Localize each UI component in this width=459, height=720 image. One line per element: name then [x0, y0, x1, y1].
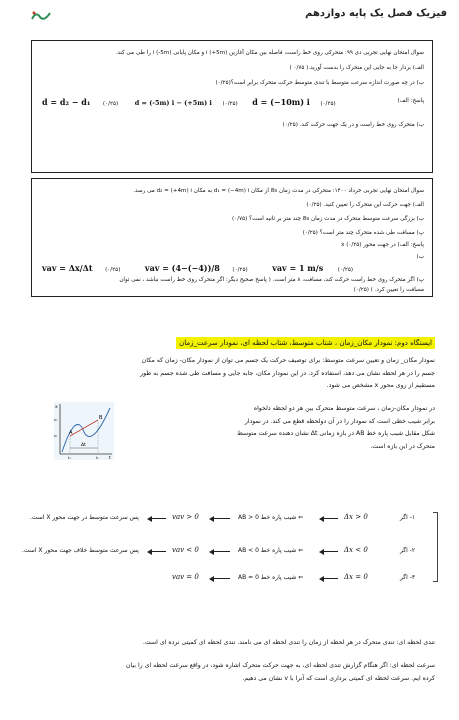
- slope-paragraph: [135, 403, 435, 453]
- graph-x2-label: x₂: [54, 418, 58, 422]
- case-1-arrow-2: [212, 518, 230, 519]
- case-1-result: پس سرعت متوسط در جهت محور X است.: [30, 514, 139, 521]
- intro-paragraph: [25, 355, 435, 393]
- box1-part-a: الف) بردار جا به جایی این متحرک را بدست آورید.( ۰/۷۵ ): [289, 65, 424, 71]
- case-2-num: ۲- اگر: [400, 547, 416, 554]
- case-2-arrow-3: [150, 551, 166, 552]
- graph-t1-label: t₁: [68, 456, 71, 460]
- case-2-slope: ⇐ شیب پاره خط AB < 0: [238, 547, 304, 554]
- question-box-2: [31, 178, 433, 297]
- instant-speed-line: تندی لحظه ای: تندی متحرک در هر لحظه از زمان را تندی لحظه ای می نامند. تندی لحظه ای کمیتی نرده ای است.: [142, 639, 435, 646]
- box1-answer-row: [42, 97, 424, 107]
- graph-t-label: t: [109, 456, 111, 460]
- slope-line-3: شکل مقابل شیب پاره خط AB در بازه زمانی Δt نشان دهنده سرعت متوسط: [237, 430, 435, 437]
- case-2-arrow-1: [322, 551, 338, 552]
- intro-line-3: مستقیم از روی محور x مشخص می شود.: [326, 382, 435, 389]
- box2-answer-a: پاسخ: الف) در جهت محور x (۰/۲۵): [341, 242, 424, 248]
- page-header: [0, 0, 459, 30]
- case-3-cond: Δx = 0: [344, 573, 368, 581]
- box1-pts-1: (۰/۲۵): [102, 101, 119, 107]
- slope-line-4: متحرک در این بازه است.: [370, 442, 435, 450]
- slope-line-2: برابر شیب خطی است که نمودار را در آن دولحظه قطع می کند. در نمودار: [244, 417, 435, 425]
- case-2-arrow-2: [212, 551, 230, 552]
- case-2-result: پس سرعت متوسط خلاف جهت محور X است.: [22, 547, 139, 554]
- case-2-vav: vav < 0: [172, 546, 199, 554]
- box1-eq-2: d = (-5m) i − (+5m) i: [134, 99, 212, 107]
- header-title: فیزیک فصل یک پایه دوازدهم: [305, 8, 447, 19]
- case-3-arrow-1: [322, 578, 338, 579]
- box2-eq-3: vav = 1 m/s: [272, 263, 324, 273]
- graph-x1-label: x₁: [54, 434, 58, 438]
- box1-pts-2: (۰/۲۵): [222, 101, 238, 107]
- box2-pts-2: (۰/۲۵): [232, 267, 248, 273]
- section-title: ایستگاه دوم: نمودار مکان_زمان ، شتاب متوسط، شتاب لحظه ای، نمودار سرعت_زمان: [176, 337, 435, 349]
- publisher-logo-icon: [30, 10, 52, 22]
- case-3-vav: vav = 0: [172, 573, 199, 581]
- case-1-slope: ⇐ شیب پاره خط AB > 0: [238, 514, 304, 521]
- graph-point-a: A: [69, 430, 73, 436]
- instant-velocity-line-1: سرعت لحظه ای: اگر هنگام گزارش تندی لحظه ای، به جهت حرکت متحرک اشاره شود، در واقع سرعت لحظه ای را بیان: [125, 662, 435, 669]
- box2-answer-row: [42, 263, 424, 273]
- case-3-slope: ⇐ شیب پاره خط AB = 0: [238, 574, 304, 581]
- box1-eq-3: d = (−10m) i: [252, 97, 310, 107]
- question-box-1: [31, 40, 433, 173]
- graph-t2-label: t₂: [96, 456, 99, 460]
- instant-velocity-line-2: کرده ایم. سرعت لحظه ای کمیتی برداری است که آنرا با v نشان می دهیم.: [242, 674, 435, 682]
- box2-part-c: پ) مسافت طی شده متحرک چند متر است؟ (۰/۲۵): [302, 230, 424, 236]
- box1-answer-b: ب) متحرک روی خط راست و در یک جهت حرکت کند. (۰/۲۵): [282, 122, 424, 128]
- intro-line-2: جسم را در هر لحظه نشان می دهد، استفاده کرد. در این نمودار مکان، جابه جایی و مسافت طی شده جسم به طور: [140, 369, 435, 377]
- box2-answer-c-2: مسافت را تعیین کرد. ) (۰/۲۵): [353, 287, 424, 293]
- box1-part-b: ب) در چه صورت اندازه سرعت متوسط با تندی متوسط حرکت متحرک برابر است؟(۰/۲۵): [215, 80, 424, 86]
- case-2-cond: Δx < 0: [344, 546, 368, 554]
- case-1-vav: vav > 0: [172, 513, 199, 521]
- box2-pts-3: (۰/۲۵): [337, 267, 354, 273]
- graph-delta-t: Δt: [81, 443, 86, 448]
- box1-eq-1: d = d₂ − d₁: [42, 97, 91, 107]
- box2-question: سوال امتحان نهایی تجربی خرداد ۱۴۰۰: متحرکی در مدت زمان 8s از مکان d₁ = (−4m) i به مکان d₂ = (+4m) i می رسد.: [133, 188, 424, 194]
- case-1-arrow-3: [150, 518, 166, 519]
- slope-line-1: در نمودار مکان-زمان ، سرعت متوسط متحرک بین هر دو لحظه دلخواه: [253, 405, 435, 412]
- box2-eq-2: vav = (4−(−4))/8: [144, 263, 220, 273]
- case-1-num: ۱- اگر: [400, 514, 416, 521]
- box1-pts-3: (۰/۲۵): [320, 101, 336, 107]
- box2-answer-b: ب): [416, 254, 424, 260]
- graph-point-b: B: [99, 415, 103, 421]
- case-1-cond: Δx > 0: [344, 513, 368, 521]
- box2-pts-1: (۰/۲۵): [105, 267, 121, 273]
- case-3-arrow-2: [212, 578, 230, 579]
- instant-speed-paragraph: [25, 637, 435, 650]
- box2-part-b: ب) بزرگی سرعت متوسط متحرک در مدت زمان 8s چند متر بر ثانیه است؟ (۰/۷۵): [232, 216, 424, 222]
- box2-answer-c-1: پ) اگر متحرک روی خط راست حرکت کند، مسافت، ۸ متر است. ( پاسخ صحیح دیگر: اگر متحرک روی خط راست نباشد ، نمی توان: [119, 277, 424, 283]
- box2-part-a: الف) جهت حرکت این متحرک را تعیین کنید. (۰/۲۵): [306, 202, 424, 208]
- intro-line-1: نمودار مکان_ زمان و تعیین سرعت متوسط: برای توصیف حرکت یک جسم می توان از نمودار مکان- زمان که مکان: [141, 357, 435, 364]
- case-3-num: ۳- اگر: [400, 574, 416, 581]
- position-time-graph: [54, 402, 114, 460]
- case-1-arrow-1: [322, 518, 338, 519]
- instant-velocity-paragraph: [25, 660, 435, 685]
- box1-answer-label: پاسخ: الف): [397, 98, 424, 104]
- box2-eq-1: vav = Δx/Δt: [42, 263, 93, 273]
- cases-bracket: [433, 512, 438, 582]
- box1-question: سوال امتحان نهایی تجربی دی ۹۹: متحرکی روی خط راست، فاصله بین مکان آغازین i (+5m) و مکان پایانی i (-5m) را طی می کند.: [115, 50, 424, 56]
- graph-x-label: x: [55, 405, 58, 410]
